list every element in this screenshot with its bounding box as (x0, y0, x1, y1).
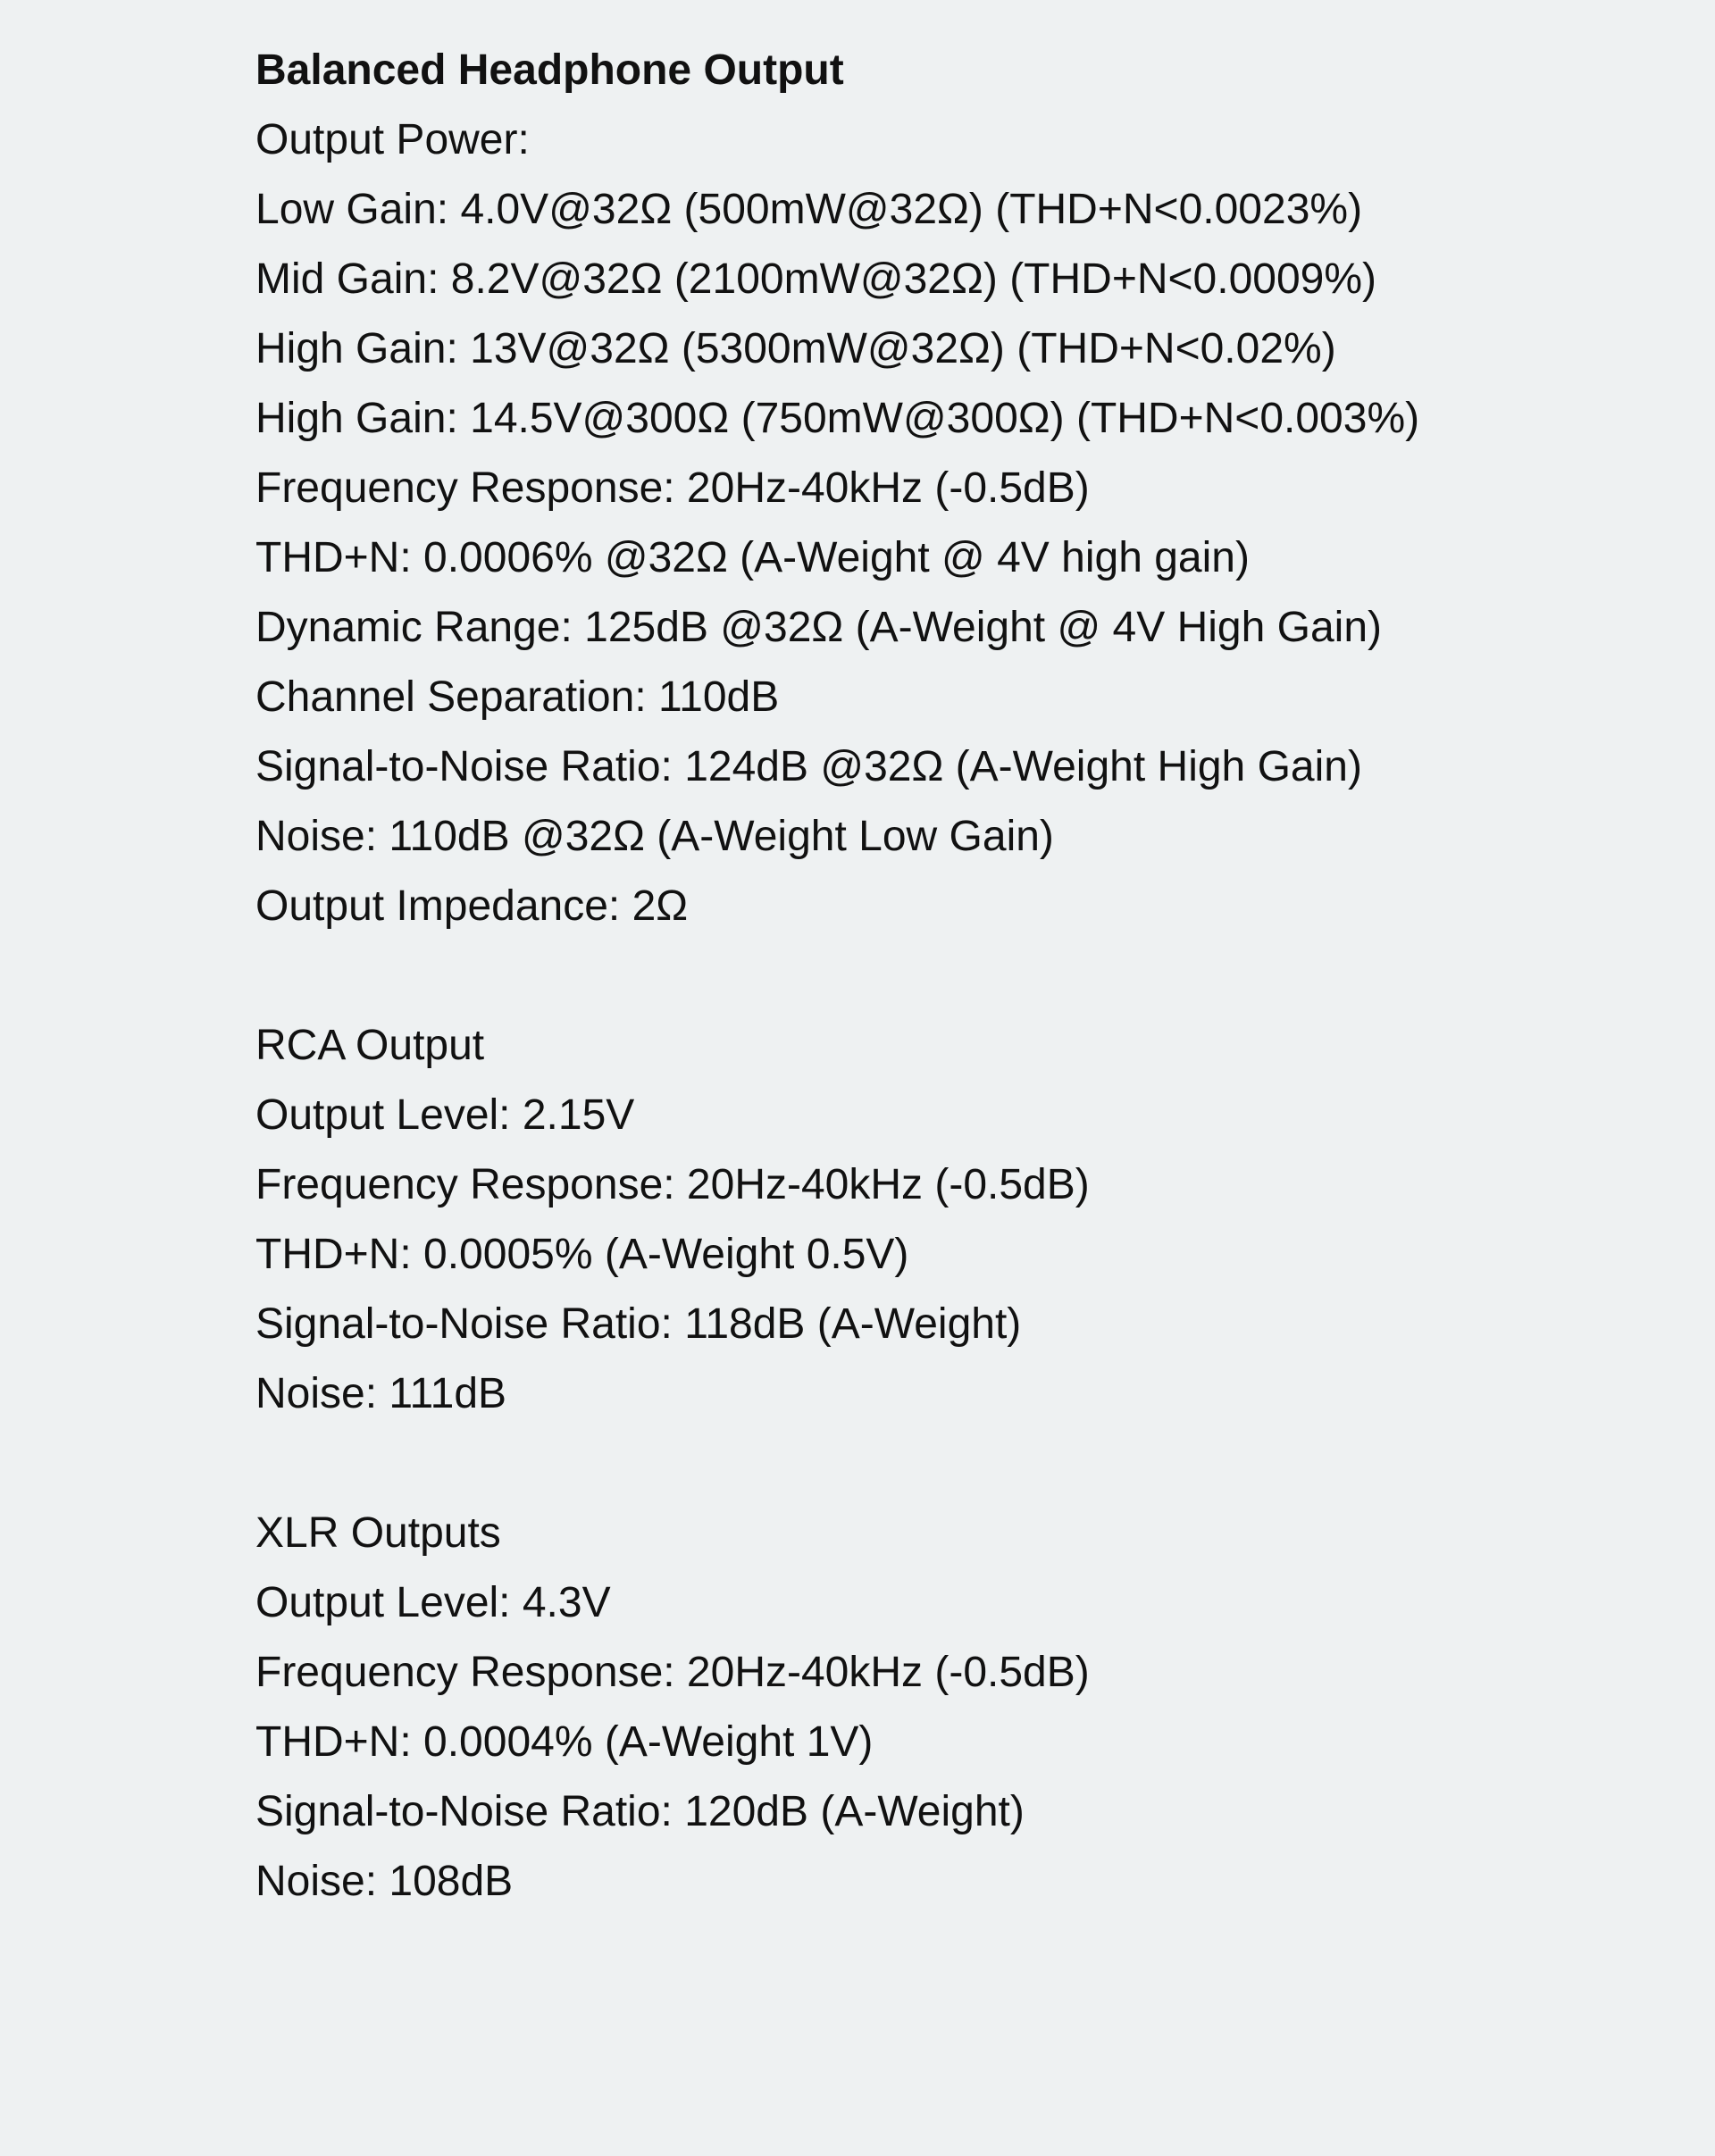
spec-line: Signal-to-Noise Ratio: 124dB @32Ω (A-Weight High Gain) (255, 743, 1362, 790)
rca-output-section (255, 1011, 1595, 1429)
section-spacer (255, 1429, 1595, 1499)
section-title: RCA Output (255, 1022, 485, 1069)
xlr-output-section (255, 1499, 1595, 1917)
balanced-headphone-section (255, 36, 1595, 941)
spec-line: Noise: 110dB @32Ω (A-Weight Low Gain) (255, 813, 1054, 860)
spec-line: Noise: 108dB (255, 1858, 514, 1905)
spec-line: Dynamic Range: 125dB @32Ω (A-Weight @ 4V High Gain) (255, 604, 1383, 651)
spec-line: Frequency Response: 20Hz-40kHz (-0.5dB) (255, 1649, 1090, 1696)
spec-document (255, 36, 1595, 1917)
spec-line: Frequency Response: 20Hz-40kHz (-0.5dB) (255, 1161, 1090, 1208)
spec-line: Noise: 111dB (255, 1370, 507, 1417)
spec-line: High Gain: 13V@32Ω (5300mW@32Ω) (THD+N<0.02%) (255, 325, 1336, 372)
spec-line: Low Gain: 4.0V@32Ω (500mW@32Ω) (THD+N<0.0023%) (255, 186, 1363, 233)
spec-line: Output Impedance: 2Ω (255, 882, 689, 930)
section-title: Balanced Headphone Output (255, 46, 844, 94)
section-spacer (255, 941, 1595, 1011)
spec-line: THD+N: 0.0006% @32Ω (A-Weight @ 4V high gain) (255, 534, 1250, 581)
spec-line: Mid Gain: 8.2V@32Ω (2100mW@32Ω) (THD+N<0.0009%) (255, 255, 1377, 303)
spec-line: THD+N: 0.0004% (A-Weight 1V) (255, 1718, 874, 1766)
spec-line: High Gain: 14.5V@300Ω (750mW@300Ω) (THD+N<0.003%) (255, 395, 1420, 442)
spec-line: Output Level: 2.15V (255, 1091, 635, 1139)
spec-line: Output Level: 4.3V (255, 1579, 611, 1626)
spec-line: Signal-to-Noise Ratio: 120dB (A-Weight) (255, 1788, 1025, 1835)
spec-line: Signal-to-Noise Ratio: 118dB (A-Weight) (255, 1300, 1022, 1348)
spec-line: THD+N: 0.0005% (A-Weight 0.5V) (255, 1231, 909, 1278)
spec-line: Channel Separation: 110dB (255, 673, 780, 721)
section-title: XLR Outputs (255, 1509, 501, 1557)
spec-line: Frequency Response: 20Hz-40kHz (-0.5dB) (255, 464, 1090, 512)
spec-line: Output Power: (255, 116, 530, 163)
